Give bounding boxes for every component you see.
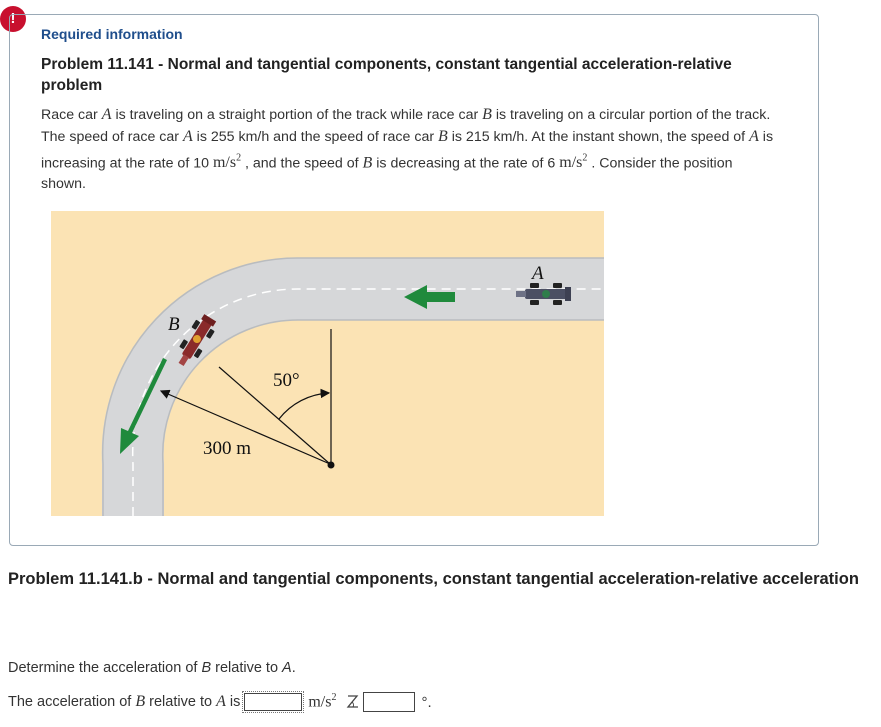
unit-accel: $m/s^2$: [559, 153, 588, 172]
problem-statement: Race car A is traveling on a straight portion of the track while race car B is traveling on a circular portion of the track. The speed of race car A is 255 km/h and the speed of race car B is 215 km/h. At the instant shown, the speed of A is increasing at the rate of 10 $m/s^2$ , and the speed of B is decreasing at the rate of 6 $m/s^2$ . Consider the position shown.: [41, 106, 774, 193]
car-a-label: A: [532, 263, 544, 284]
part-b-title: Problem 11.141.b - Normal and tangential components, constant tangential acceleration-relative acceleration: [8, 570, 859, 588]
car-b-label: B: [168, 314, 180, 335]
problem-title: Problem 11.141 - Normal and tangential components, constant tangential acceleration-relative problem: [41, 56, 732, 94]
radius-label: 300 m: [203, 438, 252, 459]
center-point: [328, 462, 335, 469]
question-text: Determine the acceleration of B relative to A.: [8, 660, 296, 676]
required-information-heading: Required information: [41, 26, 183, 42]
answer-prompt: The acceleration of B relative to A is: [8, 693, 241, 710]
direction-input[interactable]: [363, 692, 415, 712]
alert-icon: !: [0, 6, 26, 32]
race-track-figure: [51, 211, 604, 516]
degree-symbol: °.: [421, 693, 432, 711]
unit-accel: $m/s^2$: [212, 153, 242, 172]
magnitude-input[interactable]: [244, 693, 302, 711]
magnitude-unit: $m/s^2$: [308, 692, 337, 711]
angle-symbol-icon: [346, 695, 359, 709]
angle-label: 50°: [273, 370, 300, 391]
answer-row: [8, 692, 432, 712]
